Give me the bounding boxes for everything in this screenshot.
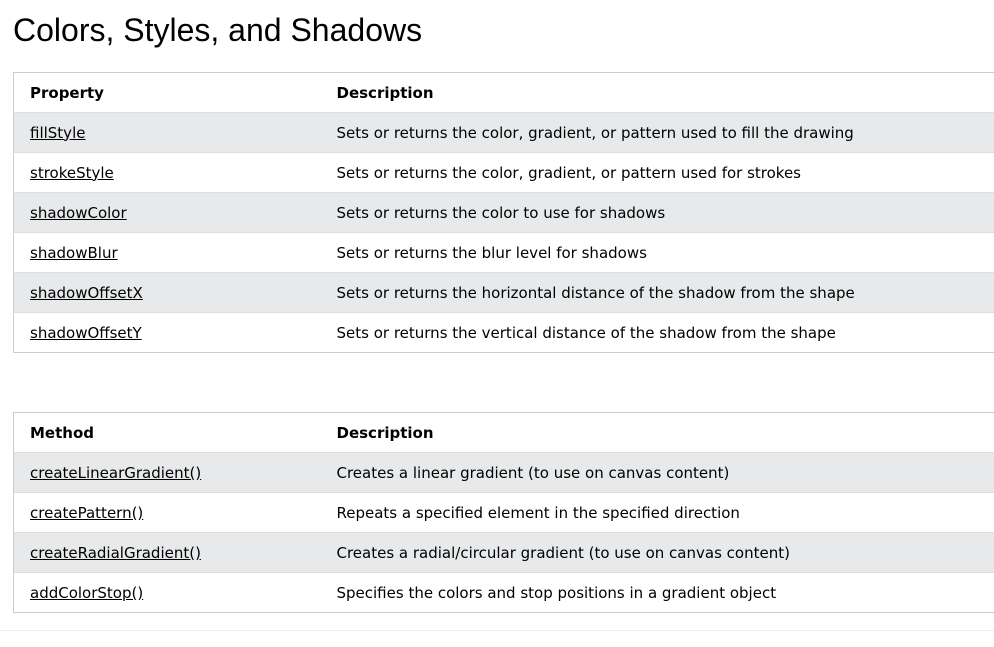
- property-name-cell: [14, 313, 321, 353]
- property-name-cell: [14, 153, 321, 193]
- property-link-strokestyle[interactable]: strokeStyle: [30, 163, 114, 182]
- method-link-addcolorstop[interactable]: addColorStop(): [30, 583, 144, 602]
- method-link-createradialgradient[interactable]: createRadialGradient(): [30, 543, 201, 562]
- property-link-shadowoffsetx[interactable]: shadowOffsetX: [30, 283, 143, 302]
- description-cell: Sets or returns the blur level for shadows: [336, 243, 647, 262]
- table-row: [14, 573, 994, 613]
- column-header-description: Description: [336, 423, 434, 442]
- table-row: [14, 493, 994, 533]
- table-row: [14, 453, 994, 493]
- property-name-cell: [14, 113, 321, 153]
- method-name-cell: [14, 453, 321, 493]
- description-cell: Creates a linear gradient (to use on canvas content): [336, 463, 730, 482]
- property-link-shadowblur[interactable]: shadowBlur: [30, 243, 118, 262]
- property-name-cell: [14, 193, 321, 233]
- table-row: [14, 113, 994, 153]
- method-link-createpattern[interactable]: createPattern(): [30, 503, 144, 522]
- property-name-cell: [14, 233, 321, 273]
- method-link-createlineargradient[interactable]: createLinearGradient(): [30, 463, 202, 482]
- description-cell: Sets or returns the color, gradient, or pattern used to fill the drawing: [336, 123, 854, 142]
- table-row: [14, 313, 994, 353]
- table-row: [14, 533, 994, 573]
- description-cell: Sets or returns the vertical distance of the shadow from the shape: [336, 323, 836, 342]
- table-row: [14, 153, 994, 193]
- property-link-fillstyle[interactable]: fillStyle: [30, 123, 86, 142]
- description-cell: Sets or returns the color, gradient, or pattern used for strokes: [336, 163, 801, 182]
- method-name-cell: [14, 533, 321, 573]
- description-cell: Creates a radial/circular gradient (to use on canvas content): [336, 543, 790, 562]
- table-row: [14, 273, 994, 313]
- description-cell: Sets or returns the color to use for shadows: [336, 203, 666, 222]
- property-name-cell: [14, 273, 321, 313]
- column-header-description: Description: [336, 83, 434, 102]
- description-cell: Sets or returns the horizontal distance of the shadow from the shape: [336, 283, 855, 302]
- column-header-property: Property: [30, 83, 104, 102]
- section-divider: [0, 630, 994, 631]
- table-header-row: [14, 413, 994, 453]
- table-row: [14, 193, 994, 233]
- properties-table: [13, 72, 994, 353]
- property-link-shadowcolor[interactable]: shadowColor: [30, 203, 127, 222]
- column-header-method: Method: [30, 423, 94, 442]
- page-title: Colors, Styles, and Shadows: [13, 12, 423, 48]
- description-cell: Repeats a specified element in the specified direction: [336, 503, 740, 522]
- property-link-shadowoffsety[interactable]: shadowOffsetY: [30, 323, 142, 342]
- methods-table: [13, 412, 994, 613]
- method-name-cell: [14, 493, 321, 533]
- description-cell: Specifies the colors and stop positions in a gradient object: [336, 583, 777, 602]
- table-row: [14, 233, 994, 273]
- table-header-row: [14, 73, 994, 113]
- method-name-cell: [14, 573, 321, 613]
